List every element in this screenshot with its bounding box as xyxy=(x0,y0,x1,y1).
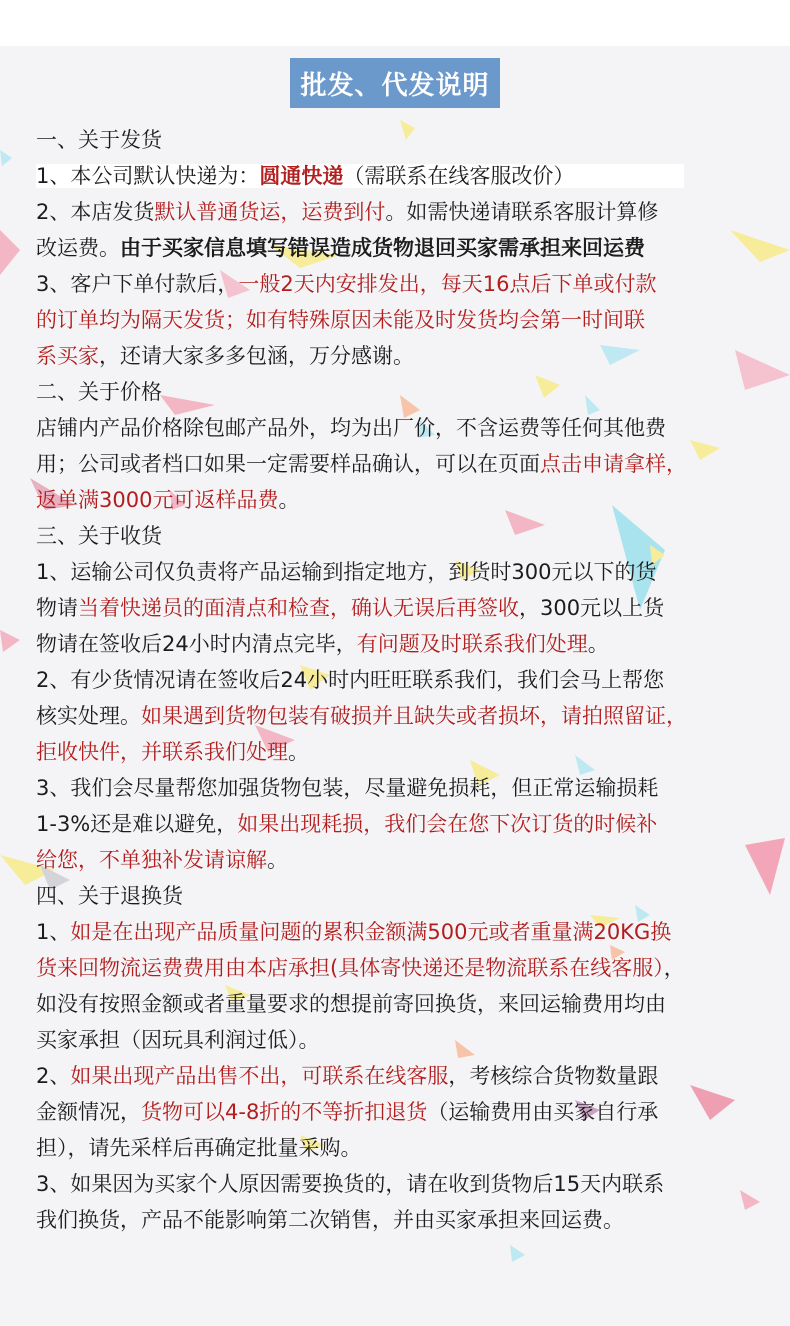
text-line xyxy=(36,374,781,410)
text-line xyxy=(36,770,781,806)
text-segment: 物请在签收后24小时内清点完毕， xyxy=(36,632,357,656)
text-segment: 。如需快递请联系客服计算修 xyxy=(385,200,659,224)
text-line xyxy=(36,482,781,518)
text-line xyxy=(36,338,781,374)
text-segment: 四、关于退换货 xyxy=(36,884,183,908)
text-segment: 如是在出现产品质量问题的累积金额满500元或者重量满20KG换 xyxy=(70,920,672,944)
text-line xyxy=(36,1094,781,1130)
text-segment: 1-3%还是难以避免， xyxy=(36,812,238,836)
text-segment: 如没有按照金额或者重量要求的想提前寄回换货，来回运输费用均由 xyxy=(36,992,666,1016)
text-line xyxy=(36,806,781,842)
text-line xyxy=(36,878,781,914)
text-segment: 3、我们会尽量帮您加强货物包装，尽量避免损耗，但正常运输损耗 xyxy=(36,776,659,800)
text-segment: （运输费用由买家自行承 xyxy=(427,1100,659,1124)
text-segment: 返单满3000元可返样品费 xyxy=(36,488,279,512)
text-segment: 货来回物流运费费用由本店承担(具体寄快递还是物流联系在线客服） xyxy=(36,956,664,980)
text-segment: 。 xyxy=(278,488,300,512)
text-segment: 核实处理。 xyxy=(36,704,141,728)
policy-content xyxy=(36,122,781,1238)
text-line xyxy=(36,734,781,770)
text-segment: 货物可以4-8折的不等折扣退货 xyxy=(141,1100,428,1124)
text-line xyxy=(36,158,781,194)
text-line xyxy=(36,698,781,734)
text-segment: 物请 xyxy=(36,596,78,620)
page-title: 批发、代发说明 xyxy=(290,58,500,108)
text-segment: 1、运输公司仅负责将产品运输到指定地方，到货时300元以下的货 xyxy=(36,560,657,584)
text-segment: 1、本公司默认快递为： xyxy=(36,164,260,188)
text-segment: 店铺内产品价格除包邮产品外，均为出厂价，不含运费等任何其他费 xyxy=(36,416,666,440)
text-segment: （需联系在线客服改价） xyxy=(343,164,575,188)
text-segment: 买家承担（因玩具利润过低）。 xyxy=(36,1028,320,1052)
text-segment: 金额情况， xyxy=(36,1100,141,1124)
text-line xyxy=(36,554,781,590)
text-segment: 一般2天内安排发出，每天16点后下单或付款 xyxy=(238,272,657,296)
text-segment: 我们换货，产品不能影响第二次销售，并由买家承担来回运费。 xyxy=(36,1208,624,1232)
text-segment: 2、本店发货 xyxy=(36,200,155,224)
text-segment: 默认普通货运，运费到付 xyxy=(154,200,386,224)
text-segment: 3、客户下单付款后， xyxy=(36,272,239,296)
text-segment: 三、关于收货 xyxy=(36,524,162,548)
text-segment: ，还请大家多多包涵，万分感谢。 xyxy=(99,344,414,368)
text-line xyxy=(36,518,781,554)
text-segment: 2、有少货情况请在签收后24小时内旺旺联系我们，我们会马上帮您 xyxy=(36,668,665,692)
highlight-box xyxy=(36,164,684,188)
text-segment: 如果出现产品出售不出，可联系在线客服 xyxy=(70,1064,449,1088)
text-segment: 当着快递员的面清点和检查，确认无误后再签收 xyxy=(78,596,519,620)
text-segment: 点击申请拿样， xyxy=(540,452,687,476)
text-line xyxy=(36,446,781,482)
text-line xyxy=(36,1166,781,1202)
text-line xyxy=(36,122,781,158)
text-segment: 如果遇到货物包装有破损并且缺失或者损坏，请拍照留证， xyxy=(141,704,687,728)
text-segment: 圆通快递 xyxy=(259,164,344,188)
confetti-piece xyxy=(510,1245,525,1262)
text-segment: 的订单均为隔天发货；如有特殊原因未能及时发货均会第一时间联 xyxy=(36,308,645,332)
text-line xyxy=(36,1130,781,1166)
text-line xyxy=(36,230,781,266)
text-segment: ，考核综合货物数量跟 xyxy=(448,1064,659,1088)
text-line xyxy=(36,590,781,626)
text-segment: 一、关于发货 xyxy=(36,128,162,152)
text-segment: 1、 xyxy=(36,920,71,944)
text-segment: ，300元以上货 xyxy=(519,596,665,620)
confetti-piece xyxy=(0,630,20,652)
text-segment: 系买家 xyxy=(36,344,99,368)
text-segment: 。 xyxy=(267,848,288,872)
text-line xyxy=(36,1202,781,1238)
text-segment: 拒收快件，并联系我们处理 xyxy=(36,740,288,764)
text-segment: 二、关于价格 xyxy=(36,380,162,404)
text-line xyxy=(36,1058,781,1094)
text-segment: 改运费。 xyxy=(36,236,120,260)
text-line xyxy=(36,662,781,698)
text-segment: ， xyxy=(663,956,685,980)
text-line xyxy=(36,302,781,338)
text-segment: 担），请先采样后再确定批量采购。 xyxy=(36,1136,362,1160)
text-line xyxy=(36,986,781,1022)
text-line xyxy=(36,1022,781,1058)
text-segment: 。 xyxy=(587,632,609,656)
text-segment: 如果出现耗损，我们会在您下次订货的时候补 xyxy=(237,812,658,836)
text-line xyxy=(36,842,781,878)
text-line xyxy=(36,266,781,302)
text-segment: 有问题及时联系我们处理 xyxy=(356,632,588,656)
text-line xyxy=(36,950,781,986)
text-line xyxy=(36,626,781,662)
text-line xyxy=(36,914,781,950)
confetti-piece xyxy=(0,150,12,166)
text-segment: 2、 xyxy=(36,1064,71,1088)
text-line xyxy=(36,410,781,446)
text-segment: 由于买家信息填写错误造成货物退回买家需承担来回运费 xyxy=(120,236,645,260)
text-line xyxy=(36,194,781,230)
confetti-piece xyxy=(0,230,20,275)
text-segment: 给您，不单独补发请谅解 xyxy=(36,848,267,872)
text-segment: 。 xyxy=(288,740,309,764)
text-segment: 3、如果因为买家个人原因需要换货的，请在收到货物后15天内联系 xyxy=(36,1172,665,1196)
text-segment: 用；公司或者档口如果一定需要样品确认，可以在页面 xyxy=(36,452,540,476)
